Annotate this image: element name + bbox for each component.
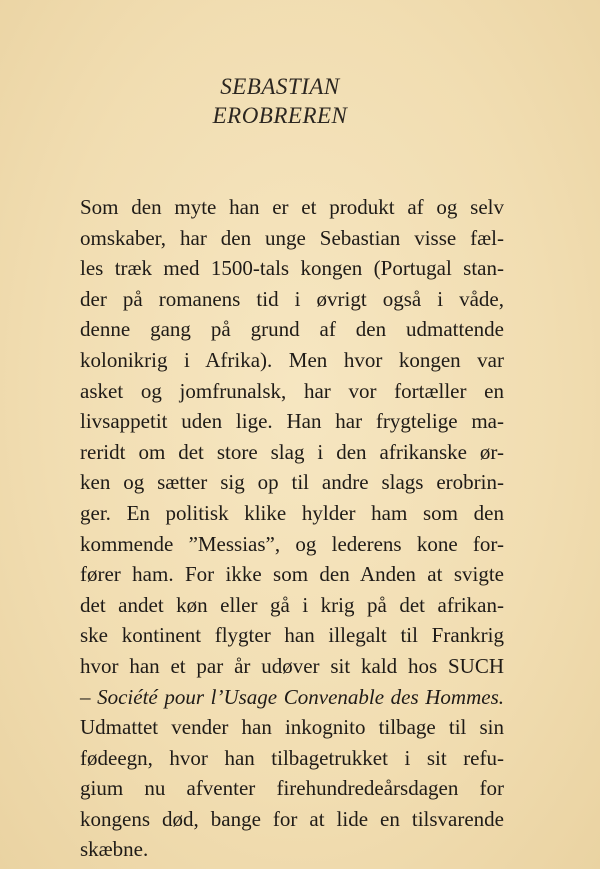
text-line: kolonikrig i Afrika). Men hvor kongen var bbox=[80, 347, 504, 372]
blurb-paragraph bbox=[80, 192, 504, 865]
text-line: hvor han et par år udøver sit kald hos SUCH bbox=[80, 653, 504, 678]
text-line: fødeegn, hvor han tilbagetrukket i sit refu- bbox=[80, 745, 504, 770]
text-line: ske kontinent flygter han illegalt til Frankrig bbox=[80, 623, 504, 648]
text-line: Udmattet vender han inkognito tilbage til sin bbox=[80, 715, 504, 740]
title-line-2: EROBREREN bbox=[212, 103, 348, 128]
text-line: asket og jomfrunalsk, har vor fortæller en bbox=[80, 378, 504, 403]
text-line: det andet køn eller gå i krig på det afrikan- bbox=[80, 592, 504, 617]
text-line: livsappetit uden lige. Han har frygtelige ma- bbox=[80, 409, 504, 434]
text-line: gium nu afventer firehundredeårsdagen for bbox=[80, 776, 504, 801]
text-line: Som den myte han er et produkt af og selv bbox=[80, 195, 504, 219]
text-line: les træk med 1500-tals kongen (Portugal stan- bbox=[80, 256, 504, 281]
text-line: kongens død, bange for at lide en tilsvarende bbox=[80, 806, 504, 831]
text-line-italic-society-name: – Société pour l’Usage Convenable des Hommes. bbox=[80, 684, 504, 709]
title-line-1: SEBASTIAN bbox=[220, 74, 340, 99]
text-line: reridt om det store slag i den afrikanske ør- bbox=[80, 439, 504, 464]
text-line: ken og sætter sig op til andre slags erobrin- bbox=[80, 470, 504, 495]
text-line: omskaber, har den unge Sebastian visse fæl- bbox=[80, 225, 504, 250]
text-line-last: skæbne. bbox=[80, 837, 149, 862]
text-line: kommende ”Messias”, og lederens kone for- bbox=[80, 531, 504, 556]
text-line: der på romanens tid i øvrigt også i våde, bbox=[80, 286, 504, 311]
book-title bbox=[0, 72, 560, 130]
text-line: fører ham. For ikke som den Anden at svigte bbox=[80, 562, 504, 587]
text-line: denne gang på grund af den udmattende bbox=[80, 317, 504, 342]
text-line: ger. En politisk klike hylder ham som den bbox=[80, 500, 504, 525]
